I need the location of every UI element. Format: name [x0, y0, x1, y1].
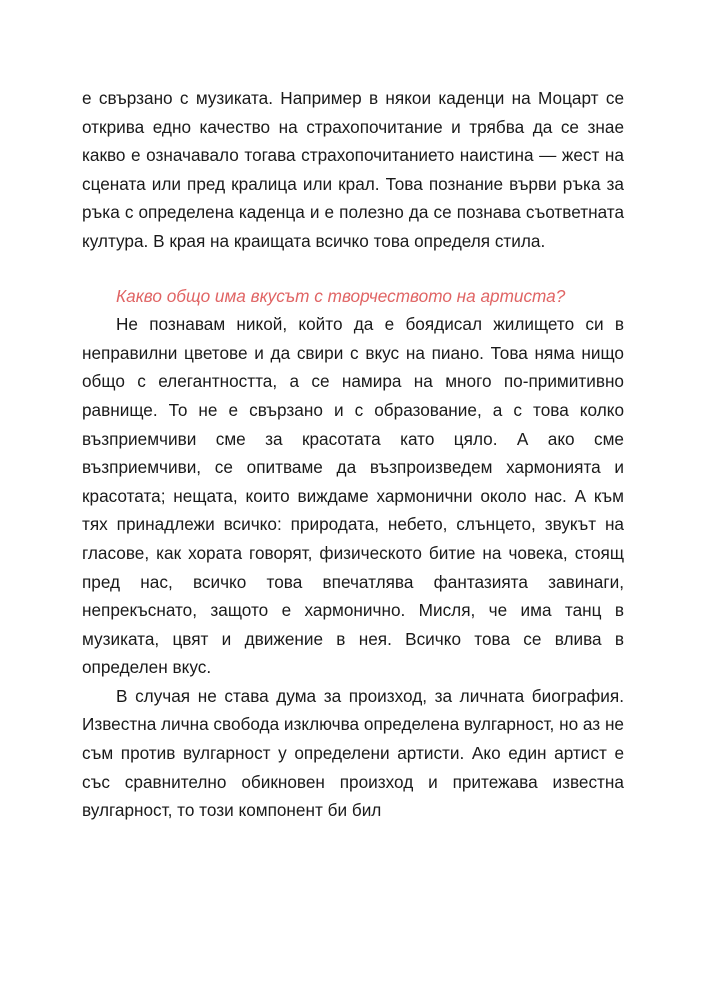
paragraph-taste-answer: Не познавам никой, който да е боядисал жилището си в неправилни цветове и да свири с вкус на пиано. Това няма нищо общо с елегантността, а се намира на много по-примитивно равнище. То не е свързано и с образование, а с това колко възприемчиви сме за красотата като цяло. А ако сме възприемчиви, се опитваме да възпроизведем хармонията и красотата; нещата, които виждаме хармонични около нас. А към тях принадлежи всичко: природата, небето, слънцето, звукът на гласове, как хората говорят, физическото битие на човека, стоящ пред нас, всичко това впечатлява фантазията завинаги, непрекъснато, защото е хармонично. Мисля, че има танц в музиката, цвят и движение в нея. Всичко това се влива в определен вкус. — [82, 314, 624, 678]
paragraph-origin-biography: В случая не става дума за произход, за личната биография. Известна лична свобода изключва определена вулгарност, но аз не съм против вулгарност у определени артисти. Ако един артист е със сравнително обикновен произход и притежава известна вулгарност, то този компонент би бил — [82, 685, 624, 821]
paragraph-spacer — [82, 256, 624, 282]
paragraph-music-cadenza: е свързано с музиката. Например в някои каденци на Моцарт се открива едно качество на страхопочитание и трябва да се знае какво е означавало тогава страхопочитанието наистина — жест на сцената или пред кралица или крал. Това познание върви ръка за ръка с определена каденца и е полезно да се познава съответната култура. В края на краищата всичко това определя стила. — [82, 88, 624, 251]
question-heading-taste: Какво общо има вкусът с творчеството на артиста? — [116, 285, 566, 306]
